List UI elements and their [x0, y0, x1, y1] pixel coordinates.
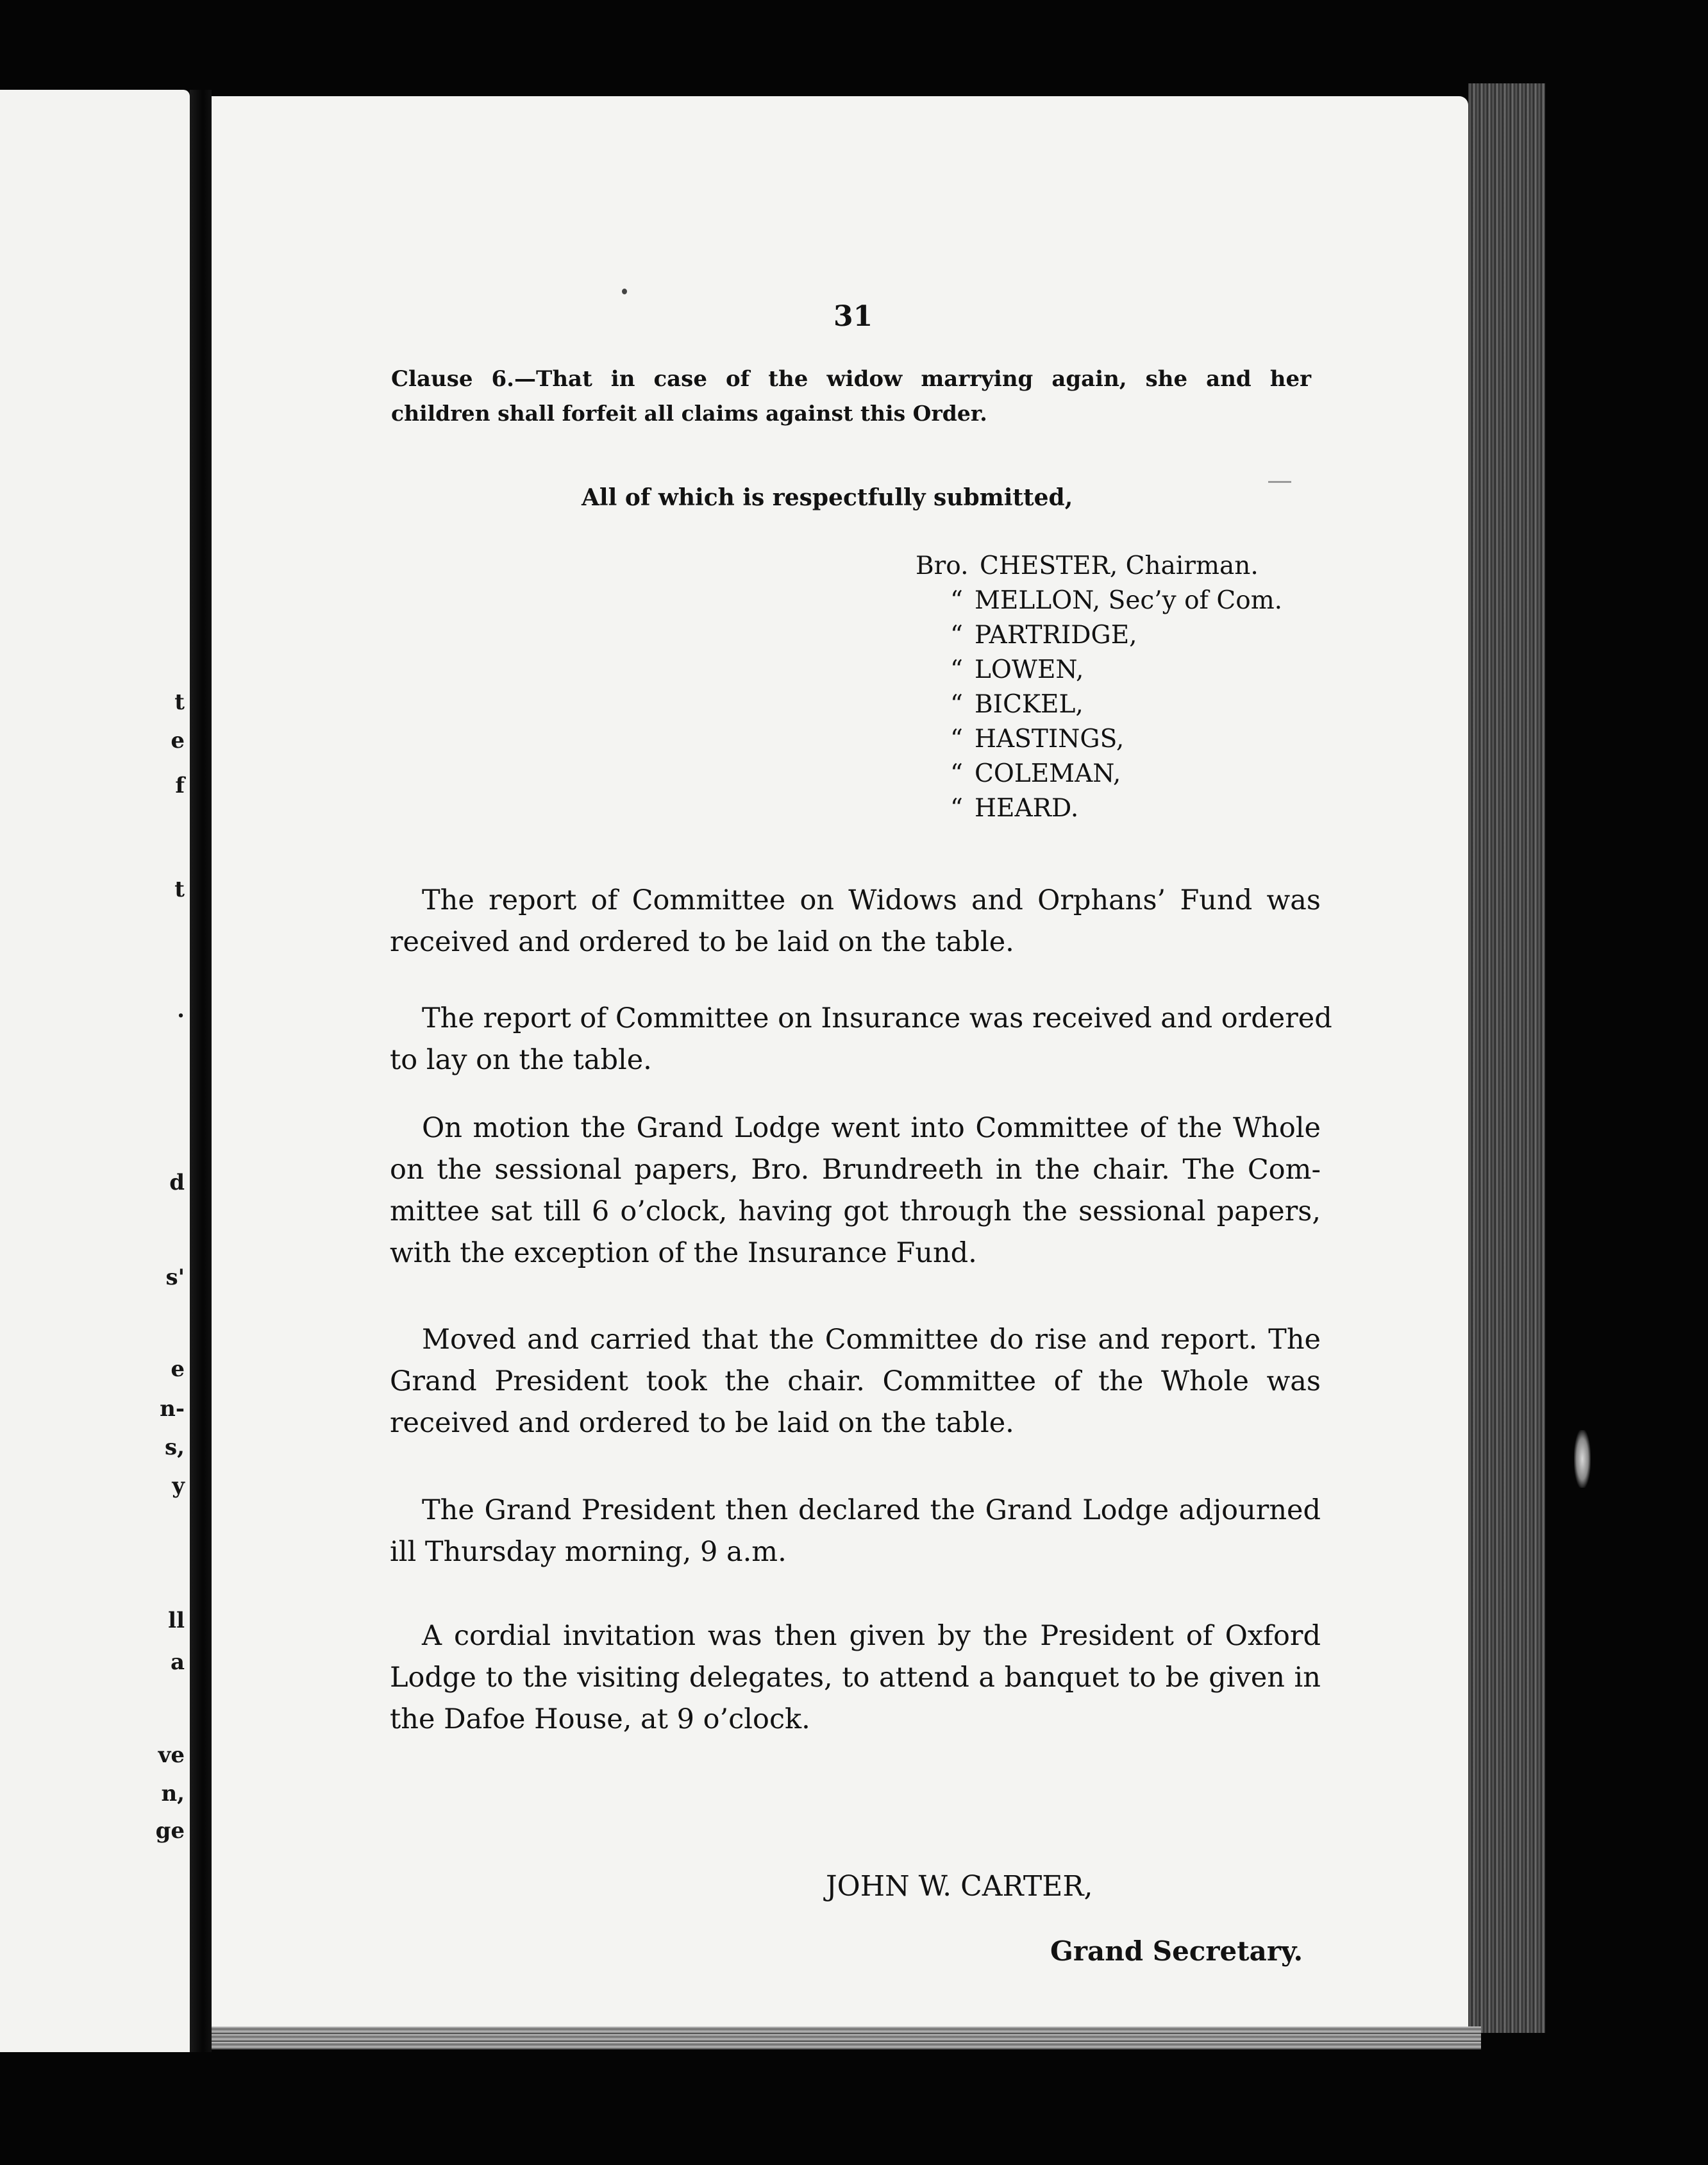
left-page-text-fragment: n, [161, 1781, 185, 1807]
signer-name: COLEMAN, [975, 759, 1121, 788]
page-edges [1468, 83, 1545, 2033]
signer-name: MELLON, Sec’y of Com. [975, 586, 1283, 615]
left-page-text-fragment: t [174, 877, 185, 902]
left-page-text-fragment: d [169, 1170, 185, 1195]
signer-row [910, 692, 1084, 717]
signer-name: HASTINGS, [975, 725, 1125, 754]
paragraph-line: A cordial invitation was then given by the President of Oxford [422, 1620, 1321, 1652]
signer-row [916, 553, 1259, 578]
left-page-text-fragment: ll [168, 1608, 185, 1633]
signer-name: PARTRIDGE, [975, 621, 1137, 650]
left-page-text-fragment: t [174, 689, 185, 715]
signer-prefix: “ [950, 759, 963, 788]
paragraph-line: on the sessional papers, Bro. Brundreeth in the chair. The Com- [390, 1154, 1321, 1186]
left-page-text-fragment: ve [158, 1742, 185, 1768]
signer-prefix: “ [950, 655, 963, 684]
signer-row [910, 623, 1137, 648]
ink-speck [622, 289, 627, 294]
clause-line-2: children shall forfeit all claims against this Order. [391, 401, 987, 426]
left-page-text-fragment: s' [165, 1265, 185, 1290]
signer-row [910, 727, 1124, 752]
paragraph-line: On motion the Grand Lodge went into Committee of the Whole [422, 1112, 1321, 1144]
signer-row [910, 588, 1282, 613]
left-page-text-fragment: y [172, 1473, 185, 1499]
signature-name: JOHN W. CARTER, [826, 1870, 1093, 1903]
left-page-text-fragment: . [177, 997, 185, 1023]
paragraph-line: the Dafoe House, at 9 o’clock. [390, 1703, 810, 1735]
page-bottom-edge [212, 2026, 1481, 2050]
signer-prefix: “ [950, 621, 963, 650]
signer-row [910, 796, 1078, 821]
paragraph-line: The Grand President then declared the Grand Lodge adjourned [422, 1494, 1321, 1526]
signer-prefix: “ [950, 586, 963, 615]
signer-name: BICKEL, [975, 690, 1084, 719]
left-page-text-fragment: e [171, 1356, 185, 1382]
signer-row [910, 761, 1121, 786]
paragraph-line: with the exception of the Insurance Fund. [390, 1237, 977, 1269]
left-page-text-fragment: n- [160, 1396, 185, 1422]
paragraph-line: to lay on the table. [390, 1044, 652, 1076]
book-gutter [190, 90, 212, 2052]
paragraph-line: Lodge to the visiting delegates, to attend a banquet to be given in [390, 1662, 1321, 1694]
signer-name: HEARD. [975, 794, 1079, 823]
clause-line-1: Clause 6.—That in case of the widow marrying again, she and her [391, 366, 1311, 392]
paragraph-line: The report of Committee on Widows and Orphans’ Fund was [422, 884, 1321, 916]
submitted-line: All of which is respectfully submitted, [582, 484, 1073, 511]
paragraph-line: mittee sat till 6 o’clock, having got through the sessional papers, [390, 1195, 1321, 1227]
page-number: 31 [833, 300, 873, 333]
signature-title: Grand Secretary. [1050, 1935, 1303, 1967]
paragraph-line: received and ordered to be laid on the table. [390, 926, 1014, 958]
main-page [212, 96, 1468, 2026]
signer-prefix: “ [950, 725, 963, 754]
left-page-text-fragment: e [171, 728, 185, 754]
paragraph-line: The report of Committee on Insurance was received and ordered [422, 1002, 1332, 1034]
signer-prefix: “ [950, 794, 963, 823]
left-page-text-fragment: ge [155, 1818, 185, 1844]
paragraph-line: Grand President took the chair. Committee of the Whole was [390, 1365, 1321, 1397]
paragraph-line: received and ordered to be laid on the table. [390, 1407, 1014, 1439]
scan-artifact [1574, 1430, 1591, 1488]
paragraph-line: ill Thursday morning, 9 a.m. [390, 1536, 787, 1568]
left-page-text-fragment: a [170, 1649, 185, 1675]
left-page-fragment [0, 90, 190, 2052]
signer-name: CHESTER, Chairman. [980, 552, 1259, 580]
signer-prefix: Bro. [916, 552, 969, 580]
left-page-text-fragment: f [175, 773, 185, 798]
signer-prefix: “ [950, 690, 963, 719]
signer-row [910, 657, 1084, 682]
signer-name: LOWEN, [975, 655, 1084, 684]
left-page-text-fragment: s, [165, 1435, 185, 1460]
pencil-mark [1268, 481, 1291, 483]
paragraph-line: Moved and carried that the Committee do rise and report. The [422, 1324, 1321, 1356]
